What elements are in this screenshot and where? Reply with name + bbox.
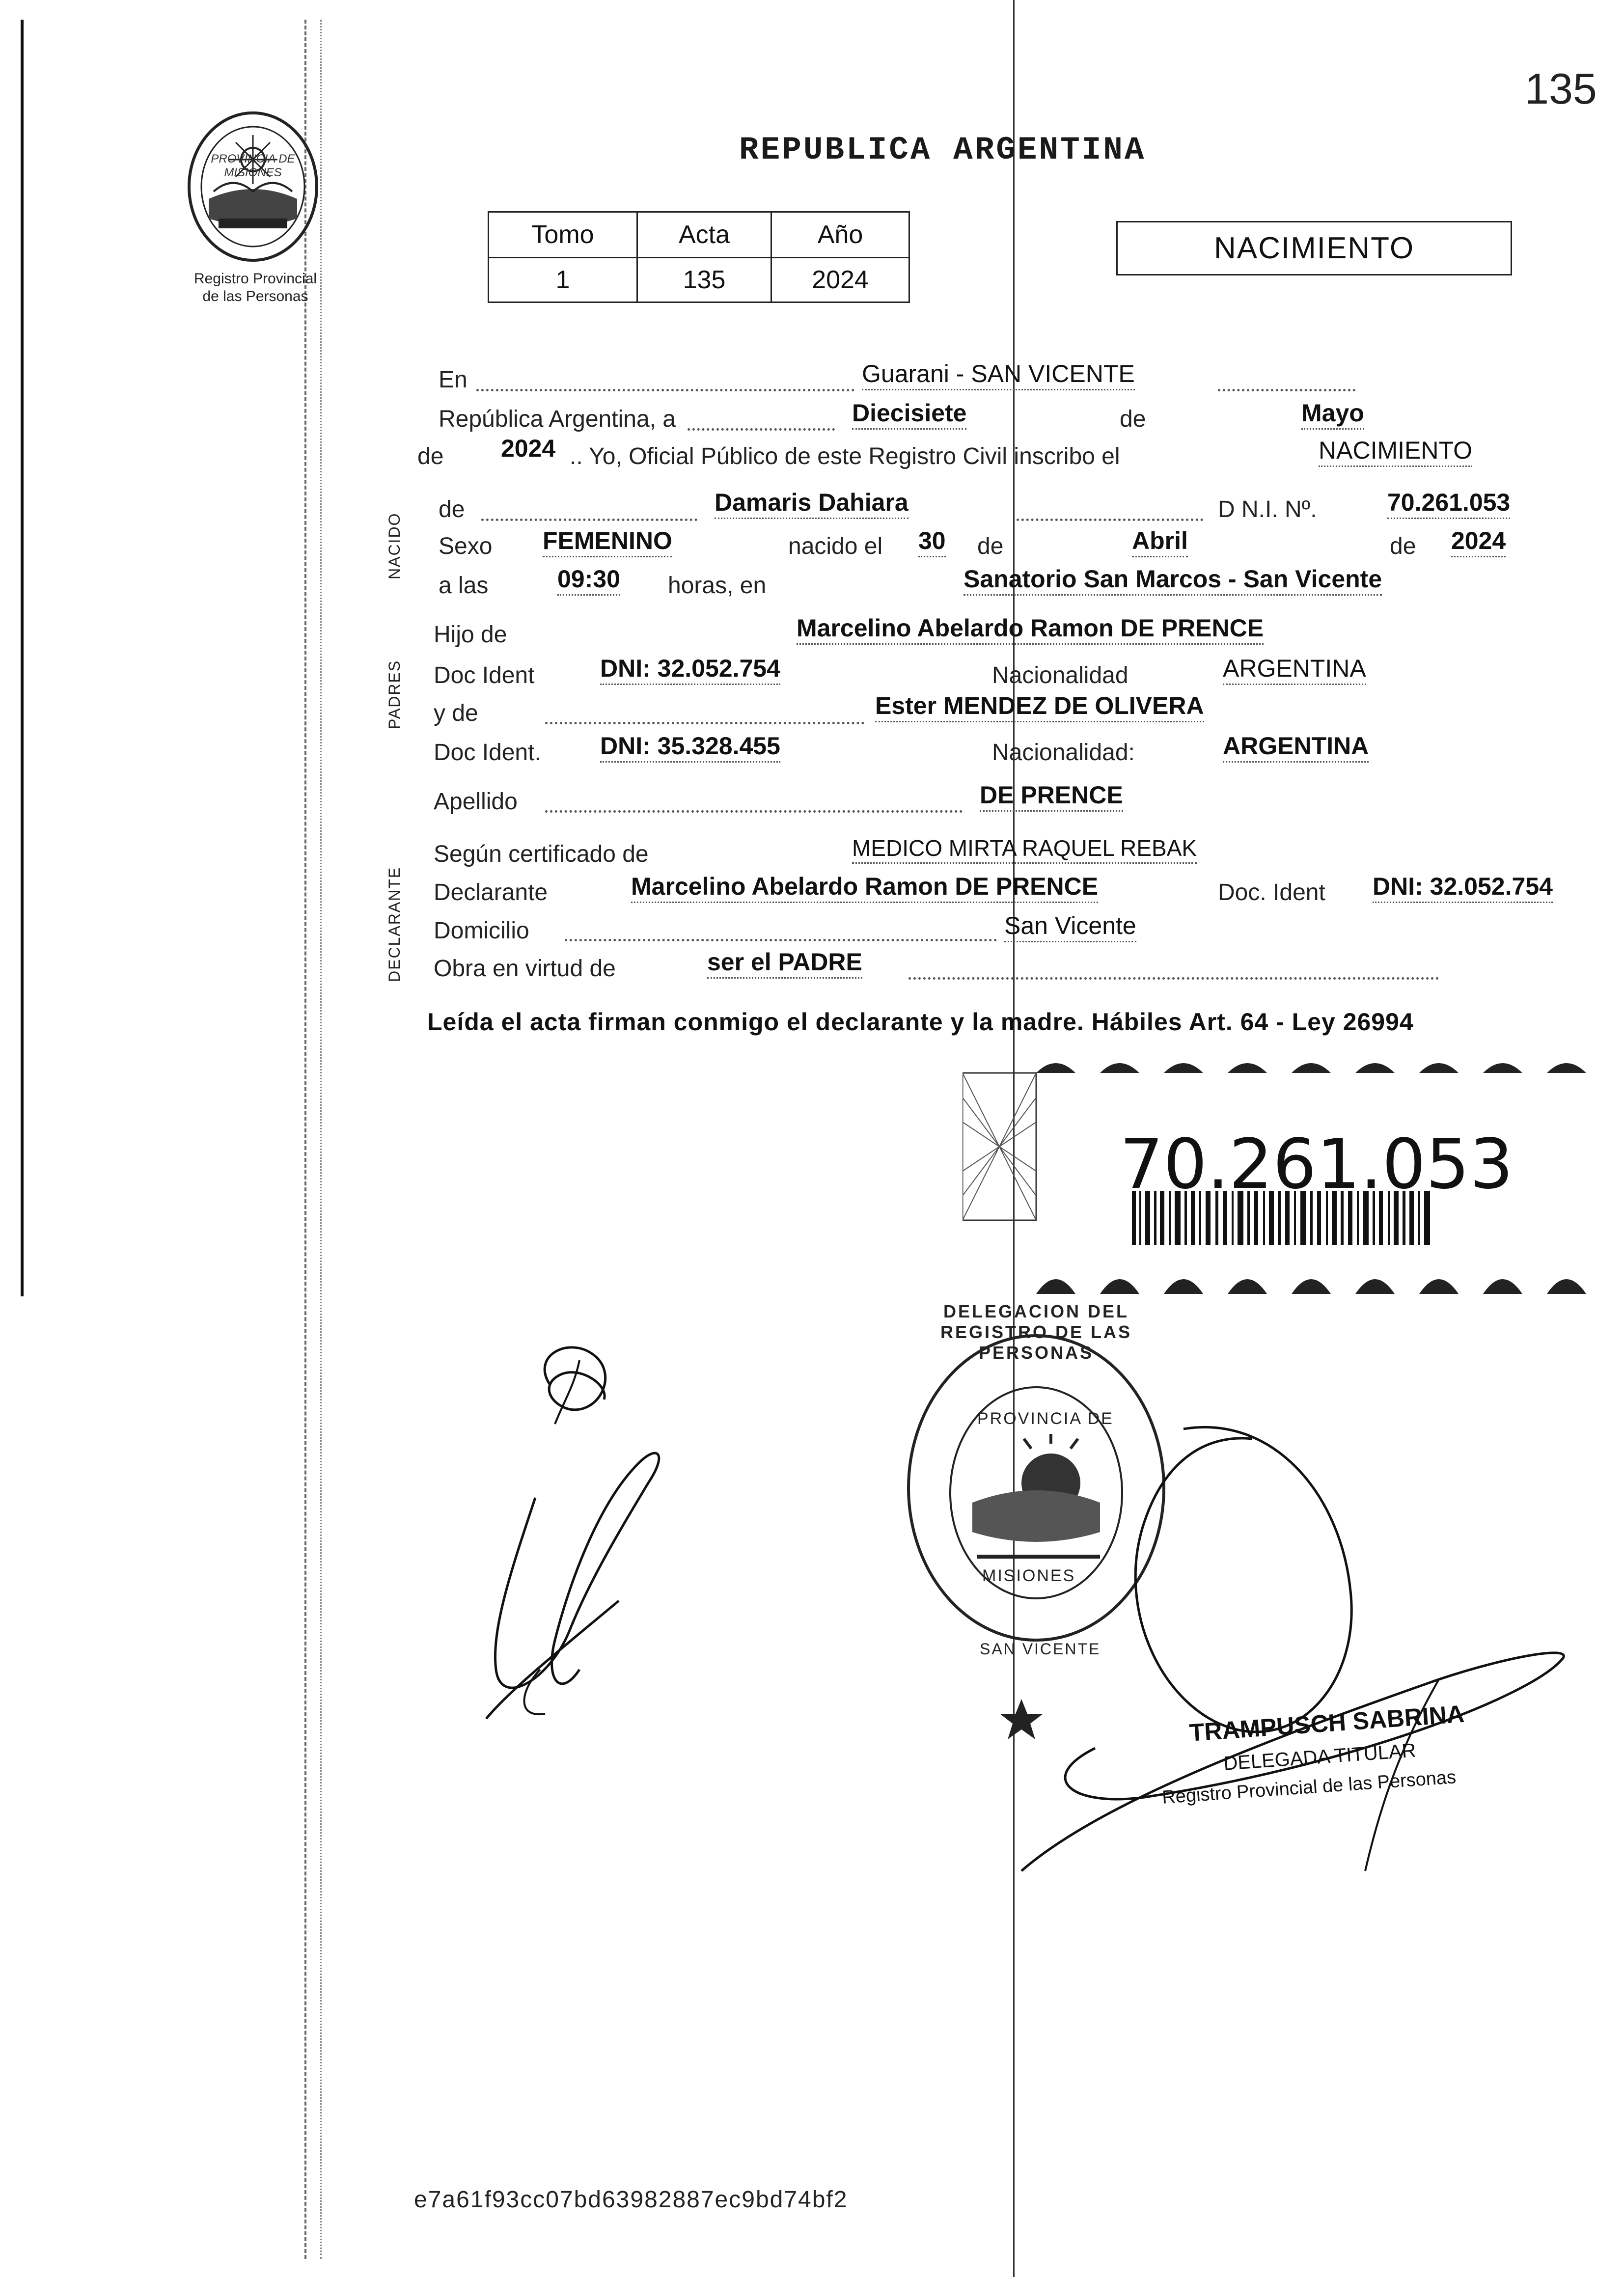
- dots: [908, 977, 1439, 980]
- dots: [545, 810, 963, 813]
- field-declarant-doc: DNI: 32.052.754: [1373, 872, 1553, 903]
- field-father-doc: DNI: 32.052.754: [600, 654, 780, 685]
- label-nacido: nacido el: [788, 533, 883, 559]
- label-domicilio: Domicilio: [434, 918, 529, 944]
- stamp-inner-top: PROVINCIA DE: [977, 1409, 1114, 1428]
- dots: [1017, 519, 1203, 521]
- acta-value-acta: 135: [637, 258, 771, 302]
- stamp-bottom-text: SAN VICENTE: [980, 1640, 1101, 1658]
- acta-table: [488, 211, 910, 303]
- label-horas: horas, en: [668, 573, 767, 599]
- official-text: .. Yo, Oficial Público de este Registro Civil inscribo el: [570, 443, 1120, 469]
- label-de-name: de: [439, 496, 465, 522]
- left-margin-dashes: [304, 20, 306, 2259]
- label-de2: de: [417, 443, 444, 469]
- field-cert: MEDICO MIRTA RAQUEL REBAK: [852, 835, 1197, 864]
- label-apellido: Apellido: [434, 789, 518, 815]
- official-role: DELEGADA TITULAR: [1223, 1739, 1417, 1775]
- official-name: TRAMPUSCH SABRINA: [1188, 1700, 1465, 1747]
- label-de-year: de: [1390, 533, 1416, 559]
- signature-declarant-icon: [471, 1326, 678, 1817]
- left-margin-rule: [21, 20, 24, 1296]
- page-number: 135: [1525, 64, 1597, 113]
- signature-official-icon: [997, 1404, 1596, 1895]
- dots: [688, 428, 835, 431]
- country-title: REPUBLICA ARGENTINA: [739, 132, 1146, 168]
- label-republic: República Argentina, a: [439, 406, 676, 432]
- label-de: de: [1120, 406, 1146, 432]
- field-obra: ser el PADRE: [707, 948, 862, 979]
- dots: [545, 722, 864, 724]
- section-label-padres: PADRES: [385, 659, 403, 729]
- closing-statement: Leída el acta firman conmigo el declarante y la madre. Hábiles Art. 64 - Ley 26994: [427, 1008, 1414, 1036]
- section-label-nacido: NACIDO: [385, 512, 403, 579]
- label-yde: y de: [434, 700, 478, 726]
- acta-header-anio: Año: [771, 212, 909, 258]
- field-apellido: DE PRENCE: [980, 781, 1123, 812]
- field-father: Marcelino Abelardo Ramon DE PRENCE: [797, 614, 1264, 645]
- dots: [565, 939, 997, 941]
- field-mother-nat: ARGENTINA: [1223, 732, 1369, 763]
- label-doc-father: Doc Ident: [434, 662, 535, 688]
- field-month-text: Mayo: [1301, 399, 1364, 430]
- field-birth-year: 2024: [1451, 526, 1506, 557]
- field-birth-day: 30: [918, 526, 946, 557]
- dots: [476, 389, 854, 391]
- dots: [1218, 389, 1355, 391]
- label-doc-mother: Doc Ident.: [434, 740, 541, 766]
- label-de-month: de: [977, 533, 1004, 559]
- acta-value-anio: 2024: [771, 258, 909, 302]
- left-margin-dashes-2: [320, 20, 322, 2259]
- label-dni: D N.I. Nº.: [1218, 496, 1317, 522]
- field-domicilio: San Vicente: [1004, 911, 1136, 942]
- acta-value-tomo: 1: [489, 258, 637, 302]
- label-hijo: Hijo de: [434, 622, 507, 648]
- field-father-nat: ARGENTINA: [1223, 654, 1366, 685]
- field-declarant-name: Marcelino Abelardo Ramon DE PRENCE: [631, 872, 1098, 903]
- document-hash: e7a61f93cc07bd63982887ec9bd74bf2: [414, 2187, 848, 2213]
- label-dni-number: 70.261.053: [1120, 1125, 1514, 1205]
- field-birth-month: Abril: [1132, 526, 1188, 557]
- act-type-box: NACIMIENTO: [1116, 221, 1512, 275]
- field-child-dni: 70.261.053: [1387, 488, 1510, 519]
- field-day-text: Diecisiete: [852, 399, 966, 430]
- label-sexo: Sexo: [439, 533, 493, 559]
- section-label-declarante: DECLARANTE: [385, 866, 403, 982]
- province-seal-icon: [174, 106, 331, 268]
- label-nacionalidad-mother: Nacionalidad:: [992, 740, 1135, 766]
- field-year: 2024: [501, 435, 556, 462]
- label-doc-declarant: Doc. Ident: [1218, 879, 1325, 905]
- acta-header-tomo: Tomo: [489, 212, 637, 258]
- stamp-inner-bottom: MISIONES: [982, 1566, 1076, 1585]
- field-sexo: FEMENINO: [543, 526, 672, 557]
- registry-caption-line-2: de las Personas: [202, 288, 308, 304]
- field-birth-place: Sanatorio San Marcos - San Vicente: [963, 565, 1382, 596]
- field-child-name: Damaris Dahiara: [715, 488, 908, 519]
- acta-header-acta: Acta: [637, 212, 771, 258]
- field-act-word: NACIMIENTO: [1319, 436, 1472, 467]
- field-mother-doc: DNI: 35.328.455: [600, 732, 780, 763]
- field-birth-time: 09:30: [557, 565, 620, 596]
- label-nacionalidad-father: Nacionalidad: [992, 662, 1129, 688]
- registry-caption: [167, 270, 344, 305]
- seal-text: PROVINCIA DE MISIONES: [211, 152, 295, 179]
- dots: [481, 519, 697, 521]
- label-en: En: [439, 367, 468, 393]
- registry-caption-line-1: Registro Provincial: [193, 271, 317, 287]
- field-place: Guarani - SAN VICENTE: [862, 359, 1135, 390]
- field-mother: Ester MENDEZ DE OLIVERA: [875, 691, 1204, 722]
- label-cert: Según certificado de: [434, 841, 649, 867]
- label-obra: Obra en virtud de: [434, 956, 616, 982]
- label-alas: a las: [439, 573, 489, 599]
- label-declarante: Declarante: [434, 879, 548, 905]
- stamp-ring-text: DELEGACION DEL REGISTRO DE LAS PERSONAS: [940, 1301, 1132, 1363]
- official-office: Registro Provincial de las Personas: [1161, 1767, 1457, 1808]
